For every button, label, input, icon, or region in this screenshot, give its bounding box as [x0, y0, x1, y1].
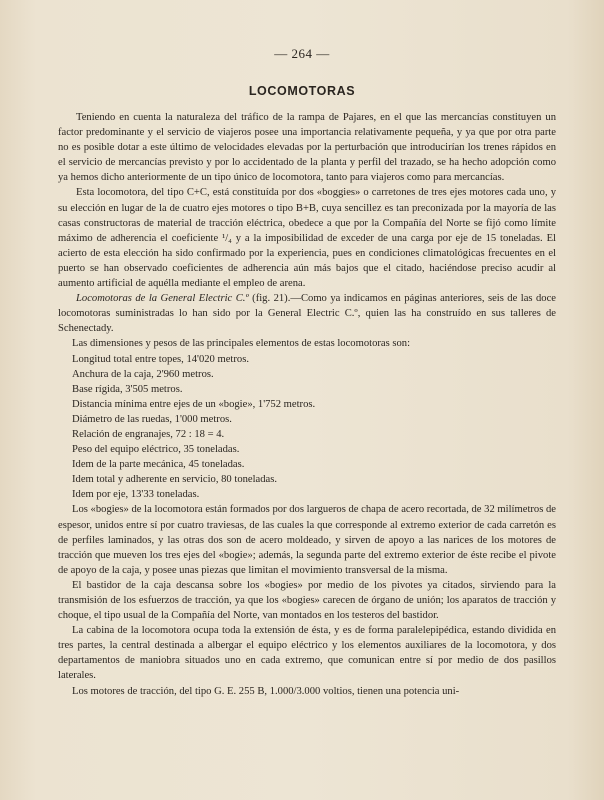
paragraph-cabin: La cabina de la locomotora ocupa toda la extensión de ésta, y es de forma paralelepipédica, estando dividida en tres partes, la central destinada a albergar el equipo eléctrico y los elementos auxiliares de la locomotora, y dos departamentos de maniobra situados uno en cada extremo, que comunican entre sí por medio de dos pasillos laterales.: [58, 625, 556, 682]
page-number: — 264 —: [274, 46, 330, 61]
spec-item: Idem total y adherente en servicio, 80 toneladas.: [72, 474, 278, 486]
spec-item: Distancia mínima entre ejes de un «bogie», 1'752 metros.: [72, 398, 316, 410]
spec-item: Idem de la parte mecánica, 45 toneladas.: [72, 459, 245, 471]
body-text: [58, 110, 556, 699]
spec-item: Diámetro de las ruedas, 1'000 metros.: [72, 413, 232, 425]
paragraph-traffic: Teniendo en cuenta la naturaleza del tráfico de la rampa de Pajares, en el que las mercancías constituyen un factor predominante y el servicio de viajeros posee una importancia relativamente pequeña, y ya que por otra parte no es posible dotar a este último de velocidades elevadas por la perturbación que introducirían los trenes rápidos en el servicio de mercancías previsto y por lo accidentado de la planta y perfil del trazado, se ha hecho adopción como ya hemos dicho anteriormente de un tipo único de locomotora, tanto para viajeros como para mercancías.: [58, 112, 556, 184]
section-title: LOCOMOTORAS: [248, 84, 356, 98]
spec-item: Relación de engranajes, 72 : 18 = 4.: [72, 428, 225, 440]
paragraph-bogies: Los «bogies» de la locomotora están formados por dos largueros de chapa de acero recortada, de 32 milímetros de espesor, unidos entre sí por cuatro traviesas, de las cuales la que corresponde al extremo exterior de cada carretón es de perfiles laminados, y las otras dos son de acero moldeado, y sirven de apoyo a las narices de los motores de tracción que mueven los tres ejes del «bogie»; además, la segunda parte del extremo exterior de éste recibe el pivote de apoyo de la caja, y posee unas piezas que limitan el movimiento transversal de la misma.: [58, 504, 556, 576]
spec-item: Base rígida, 3'505 metros.: [72, 383, 183, 395]
spec-item: Idem por eje, 13'33 toneladas.: [72, 489, 200, 501]
paragraph-frame: El bastidor de la caja descansa sobre los «bogies» por medio de los pivotes ya citados, sirviendo para la transmisión de los esfuerzos de tracción, ya que los «bogies» carecen de órgano de unión; los aparatos de tracción y choque, el tipo usual de la Compañía del Norte, van montados en los testeros del bastidor.: [58, 579, 556, 622]
paragraph-locomotive-type: Esta locomotora, del tipo C+C, está constituída por dos «boggies» o carretones de tres ejes motores cada uno, y su elección en lugar de la de cuatro ejes motores o tipo B+B, cuya sencillez es tan preconizada por la mayoría de las casas constructoras de material de tracción eléctrica, obedece a que por la Compañía del Norte se fijó como límite máximo de adherencia el coeficiente ¹/₄ y a la imposibilidad de exceder de una carga por eje de 15 toneladas. El acierto de esta elección ha sido confirmado por la experiencia, pues en condiciones climatológicas frecuentes en el puerto se han observado coeficientes de adherencia aún más bajos que el citado, haciéndose preciso acudir al aumento artificial de aquélla mediante el empleo de arena.: [58, 187, 556, 290]
paragraph-general-electric: [58, 291, 556, 336]
general-electric-text: (fig. 21).—Como ya indicamos en páginas anteriores, seis de las doce locomotoras suministradas lo han sido por la General Electric C.º, quien las ha construído en sus talleres de Schenectady.: [58, 293, 556, 335]
spec-item: Longitud total entre topes, 14'020 metros.: [72, 353, 249, 365]
paragraph-motors: Los motores de tracción, del tipo G. E. 255 B, 1.000/3.000 voltios, tienen una potencia uni-: [72, 685, 460, 697]
paragraph-dimensions-intro: Las dimensiones y pesos de las principales elementos de estas locomotoras son:: [72, 338, 411, 350]
specs-list: [58, 352, 556, 503]
spec-item: Anchura de la caja, 2'960 metros.: [72, 368, 214, 380]
general-electric-heading: Locomotoras de la General Electric C.º: [76, 293, 249, 305]
spec-item: Peso del equipo eléctrico, 35 toneladas.: [72, 444, 240, 456]
